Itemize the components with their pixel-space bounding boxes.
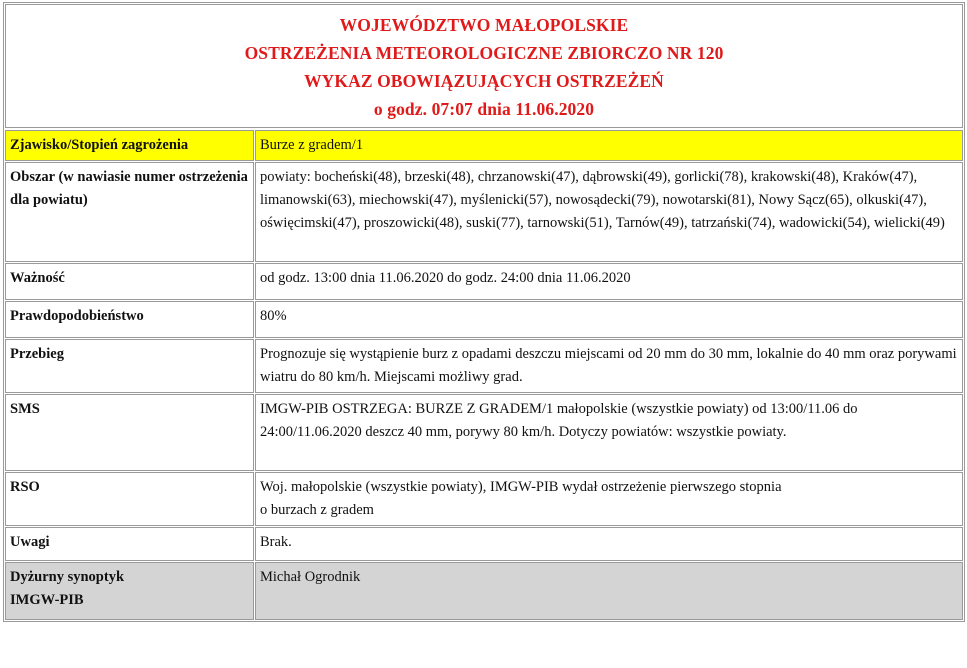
row-notes — [5, 527, 963, 561]
label-forecaster-line1: Dyżurny synoptyk — [10, 569, 125, 585]
label-area: Obszar (w nawiasie numer ostrzeżenia dla powiatu) — [5, 162, 254, 262]
header-issue-time: o godz. 07:07 dnia 11.06.2020 — [373, 99, 595, 119]
row-validity — [5, 263, 963, 300]
value-course: Prognozuje się wystąpienie burz z opadami deszczu miejscami od 20 mm do 30 mm, lokalnie do 40 mm oraz porywami wiatru do 80 km/h. Miejscami możliwy grad. — [255, 339, 963, 393]
label-course: Przebieg — [5, 339, 254, 393]
label-notes: Uwagi — [5, 527, 254, 561]
warning-document — [3, 2, 965, 622]
value-sms: IMGW-PIB OSTRZEGA: BURZE Z GRADEM/1 małopolskie (wszystkie powiaty) od 13:00/11.06 do 24:00/11.06.2020 deszcz 40 mm, porywy 80 km/h. Dotyczy powiatów: wszystkie powiaty. — [255, 394, 963, 471]
header-list-title: WYKAZ OBOWIĄZUJĄCYCH OSTRZEŻEŃ — [304, 71, 664, 91]
row-area — [5, 162, 963, 262]
value-forecaster: Michał Ogrodnik — [255, 562, 963, 620]
row-sms — [5, 394, 963, 471]
row-probability — [5, 301, 963, 338]
row-course — [5, 339, 963, 393]
document-header — [5, 4, 963, 128]
value-phenomenon: Burze z gradem/1 — [255, 130, 963, 161]
value-validity: od godz. 13:00 dnia 11.06.2020 do godz. 24:00 dnia 11.06.2020 — [255, 263, 963, 300]
row-forecaster — [5, 562, 963, 620]
value-probability: 80% — [255, 301, 963, 338]
row-rso — [5, 472, 963, 526]
label-probability: Prawdopodobieństwo — [5, 301, 254, 338]
value-notes: Brak. — [255, 527, 963, 561]
warning-table — [4, 129, 964, 621]
value-rso-line2: o burzach z gradem — [260, 502, 374, 518]
label-forecaster-line2: IMGW-PIB — [10, 592, 84, 608]
label-validity: Ważność — [5, 263, 254, 300]
label-rso: RSO — [5, 472, 254, 526]
header-bulletin-number: OSTRZEŻENIA METEOROLOGICZNE ZBIORCZO NR 120 — [244, 43, 724, 63]
label-phenomenon: Zjawisko/Stopień zagrożenia — [5, 130, 254, 161]
header-region: WOJEWÓDZTWO MAŁOPOLSKIE — [339, 15, 629, 35]
label-sms: SMS — [5, 394, 254, 471]
row-phenomenon — [5, 130, 963, 161]
value-area: powiaty: bocheński(48), brzeski(48), chrzanowski(47), dąbrowski(49), gorlicki(78), krakowski(48), Kraków(47), limanowski(63), miechowski(47), myślenicki(57), nowosądecki(79), nowotarski(81), Nowy Sącz(65), olkuski(47), oświęcimski(47), proszowicki(48), suski(77), tarnowski(51), Tarnów(49), tatrzański(74), wadowicki(54), wielicki(49) — [255, 162, 963, 262]
value-rso — [255, 472, 963, 526]
label-forecaster — [5, 562, 254, 620]
value-rso-line1: Woj. małopolskie (wszystkie powiaty), IMGW-PIB wydał ostrzeżenie pierwszego stopnia — [260, 479, 782, 495]
